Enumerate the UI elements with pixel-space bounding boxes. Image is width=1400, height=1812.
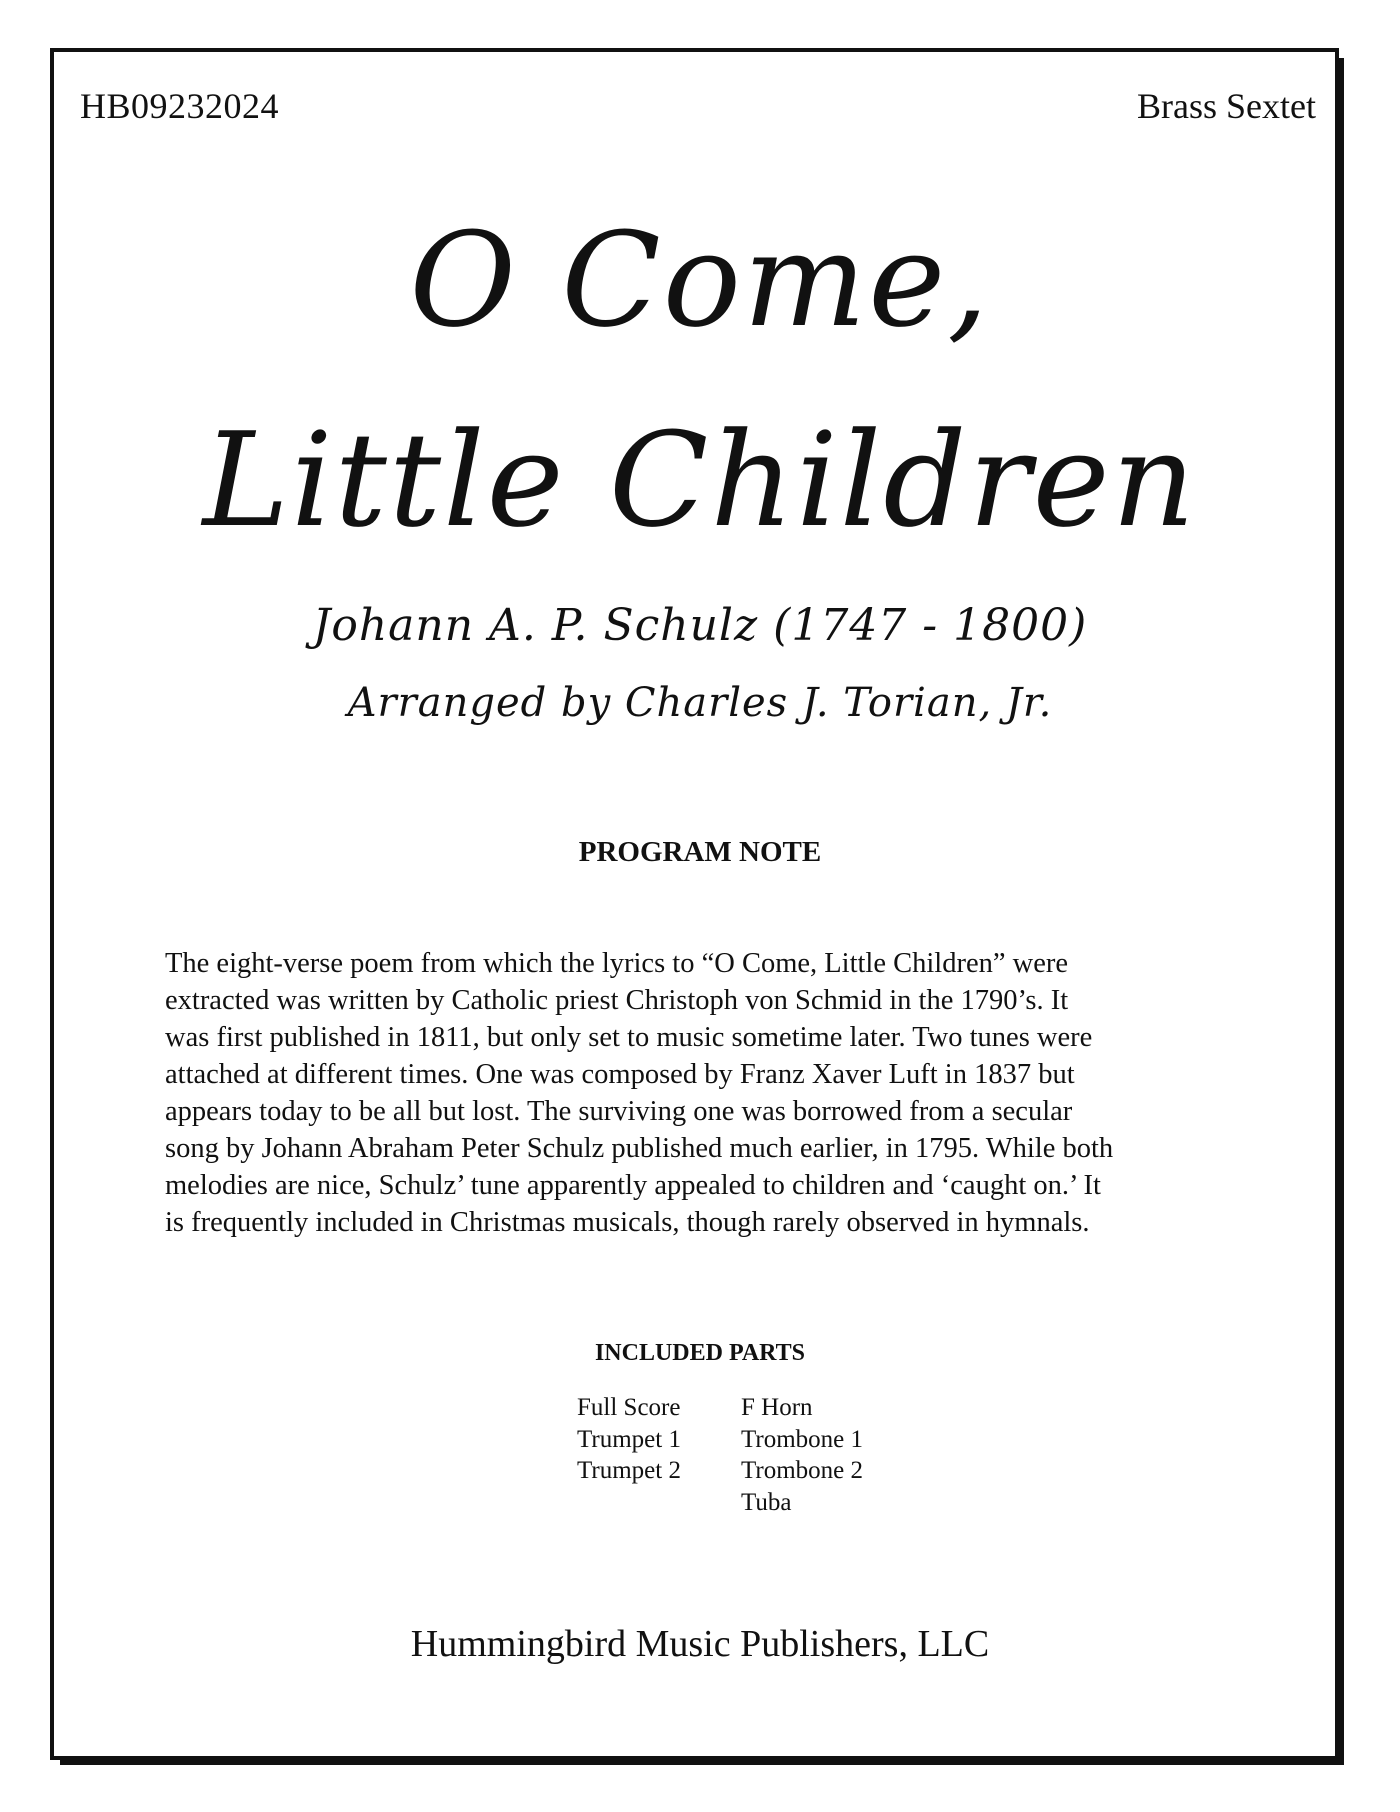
part-item: Tuba [741,1488,792,1516]
part-item: Trumpet 1 [577,1425,681,1453]
parts-list-right [741,1392,863,1518]
program-note-line: appears today to be all but lost. The surviving one was borrowed from a secular [165,1096,1073,1127]
program-note-line: song by Johann Abraham Peter Schulz published much earlier, in 1795. While both [165,1133,1114,1164]
part-item: Full Score [577,1394,681,1421]
included-parts-heading: INCLUDED PARTS [594,1340,806,1366]
program-note-line: is frequently included in Christmas musicals, though rarely observed in hymnals. [165,1207,1090,1238]
program-note-line: The eight-verse poem from which the lyrics to “O Come, Little Children” were [165,948,1069,979]
page-border-shadow-bottom [60,1760,1344,1765]
publisher-name: Hummingbird Music Publishers, LLC [410,1623,990,1665]
program-note-line: extracted was written by Catholic priest Christoph von Schmid in the 1790’s. It [165,985,1069,1016]
catalog-number: HB09232024 [80,86,280,126]
arranger-credit: Arranged by Charles J. Torian, Jr. [347,680,1053,726]
ensemble-type: Brass Sextet [1137,86,1316,126]
composer-credit: Johann A. P. Schulz (1747 - 1800) [312,600,1088,651]
program-note-line: attached at different times. One was composed by Franz Xaver Luft in 1837 but [165,1059,1075,1090]
part-item: Trombone 1 [741,1425,864,1453]
program-note-body [165,945,1245,1241]
part-item: Trombone 2 [741,1457,864,1484]
program-note-line: was first published in 1811, but only set to music sometime later. Two tunes were [165,1022,1093,1053]
program-note-line: melodies are nice, Schulz’ tune apparently appealed to children and ‘caught on.’ It [165,1170,1101,1201]
part-item: Trumpet 2 [577,1457,681,1484]
part-item: F Horn [741,1394,813,1421]
parts-list-left [577,1392,681,1487]
title-line-2: Little Children [202,404,1198,556]
program-note-heading: PROGRAM NOTE [578,836,822,868]
title-line-1: O Come, [409,204,991,356]
